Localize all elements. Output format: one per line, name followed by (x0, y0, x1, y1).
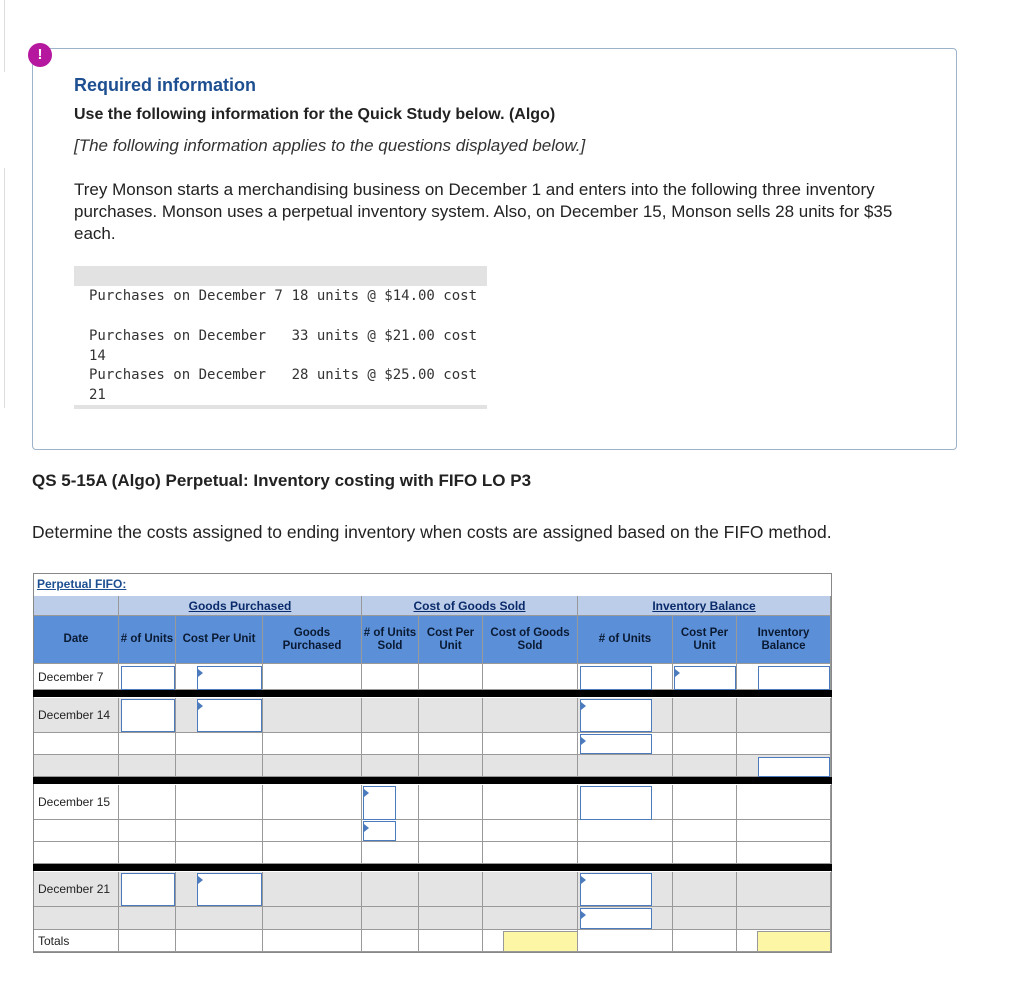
grid-cell (362, 698, 419, 733)
grid-cell (176, 733, 263, 755)
grid-cell (419, 820, 483, 842)
header-inv-units: # of Units (578, 616, 673, 664)
grid-cell (362, 755, 419, 777)
grid-cell (673, 785, 737, 820)
grid-cell (34, 755, 119, 777)
grid-cell (737, 820, 831, 842)
purchases-table (74, 266, 487, 409)
grid-cell (483, 820, 578, 842)
cogs-total-input[interactable] (503, 931, 578, 952)
grid-cell (419, 785, 483, 820)
grid-cell (578, 930, 673, 952)
purchase-detail: 33 units @ $21.00 cost (291, 327, 477, 344)
grid-cell (483, 698, 578, 733)
header-cogs-cost: Cost Per Unit (419, 616, 483, 664)
group-goods-purchased: Goods Purchased (119, 596, 362, 616)
grid-cell (419, 755, 483, 777)
grid-cell (263, 755, 362, 777)
grid-cell (34, 733, 119, 755)
grid-cell (119, 842, 176, 864)
grid-cell (578, 820, 673, 842)
grid-cell (419, 733, 483, 755)
header-date: Date (34, 616, 119, 664)
gp-cost-input[interactable] (197, 873, 262, 906)
grid-cell (119, 785, 176, 820)
question-title: QS 5-15A (Algo) Perpetual: Inventory costing with FIFO LO P3 (32, 471, 532, 490)
gp-units-input[interactable] (121, 699, 175, 732)
grid-cell (483, 907, 578, 930)
grid-cell (263, 733, 362, 755)
inv-cost-input[interactable] (674, 666, 736, 690)
grid-cell (483, 872, 578, 907)
grid-cell (176, 930, 263, 952)
side-tick (0, 168, 5, 408)
grid-cell (176, 907, 263, 930)
inv-units-input[interactable] (580, 908, 652, 929)
grid-cell (737, 842, 831, 864)
row-label-totals: Totals (34, 930, 119, 952)
row-separator (33, 864, 832, 871)
grid-cell (483, 664, 578, 690)
grid-cell (176, 842, 263, 864)
grid-cell (737, 785, 831, 820)
header-cogs-total: Cost of Goods Sold (483, 616, 578, 664)
inv-units-input[interactable] (580, 786, 652, 820)
grid-cell (737, 698, 831, 733)
grid-cell (673, 820, 737, 842)
header-gp-cost: Cost Per Unit (176, 616, 263, 664)
row-label-dec7: December 7 (34, 664, 119, 690)
grid-cell (263, 664, 362, 690)
grid-cell (419, 930, 483, 952)
purchase-detail: 28 units @ $25.00 cost (291, 367, 477, 383)
header-inv-cost: Cost Per Unit (673, 616, 737, 664)
grid-cell (673, 755, 737, 777)
gp-units-input[interactable] (121, 873, 175, 906)
grid-cell (176, 785, 263, 820)
grid-cell (362, 842, 419, 864)
side-tick (0, 0, 5, 72)
purchase-detail: 18 units @ $14.00 cost (291, 288, 477, 304)
grid-cell (34, 820, 119, 842)
purchase-label: Purchases on December 14 (89, 327, 267, 364)
grid-cell (483, 842, 578, 864)
gp-units-input[interactable] (121, 666, 175, 690)
grid-cell (483, 755, 578, 777)
grid-cell (483, 733, 578, 755)
required-info-title: Required information (74, 75, 257, 95)
grid-cell (34, 907, 119, 930)
grid-cell (419, 872, 483, 907)
grid-cell (673, 842, 737, 864)
header-gp-total: Goods Purchased (263, 616, 362, 664)
row-label-dec14: December 14 (34, 698, 119, 733)
inventory-total-input[interactable] (757, 931, 831, 952)
grid-cell (362, 930, 419, 952)
row-label-dec21: December 21 (34, 872, 119, 907)
grid-cell (263, 842, 362, 864)
cogs-units-input[interactable] (363, 786, 396, 820)
grid-cell (263, 930, 362, 952)
row-separator (33, 690, 832, 697)
grid-cell (737, 733, 831, 755)
grid-cell (34, 842, 119, 864)
grid-cell (119, 930, 176, 952)
grid-cell (737, 872, 831, 907)
grid-cell (362, 733, 419, 755)
grid-cell (263, 698, 362, 733)
purchase-label: Purchases on December 7 (89, 288, 283, 304)
inv-units-input[interactable] (580, 699, 652, 732)
grid-cell (362, 664, 419, 690)
group-header-blank (34, 596, 119, 616)
header-cogs-units: # of Units Sold (362, 616, 419, 664)
purchase-label: Purchases on December 21 (89, 367, 267, 403)
purchase-row (74, 365, 487, 405)
required-info-note: [The following information applies to the questions displayed below.] (74, 136, 586, 155)
inv-units-input[interactable] (580, 734, 652, 754)
grid-cell (119, 907, 176, 930)
grid-cell (176, 820, 263, 842)
inv-total-input[interactable] (758, 666, 830, 690)
row-label-dec15: December 15 (34, 785, 119, 820)
header-gp-units: # of Units (119, 616, 176, 664)
gp-cost-input[interactable] (197, 666, 262, 690)
inv-total-input[interactable] (758, 757, 830, 777)
grid-cell (673, 907, 737, 930)
group-inventory-balance: Inventory Balance (578, 596, 831, 616)
purchase-row (74, 286, 487, 326)
grid-cell (263, 785, 362, 820)
grid-cell (119, 733, 176, 755)
grid-cell (419, 907, 483, 930)
grid-cell (263, 820, 362, 842)
grid-cell (362, 907, 419, 930)
grid-title: Perpetual FIFO: (37, 577, 127, 591)
grid-cell (119, 755, 176, 777)
grid-cell (119, 820, 176, 842)
inv-units-input[interactable] (580, 873, 652, 906)
purchase-row (74, 326, 487, 366)
header-inv-total: Inventory Balance (737, 616, 831, 664)
question-instruction: Determine the costs assigned to ending inventory when costs are assigned based on the FIFO method. (32, 522, 832, 542)
grid-cell (737, 907, 831, 930)
grid-cell (263, 872, 362, 907)
inv-units-input[interactable] (580, 666, 652, 690)
grid-cell (419, 698, 483, 733)
gp-cost-input[interactable] (197, 699, 262, 732)
grid-cell (419, 664, 483, 690)
group-cogs: Cost of Goods Sold (362, 596, 578, 616)
cogs-units-input[interactable] (363, 821, 396, 841)
grid-cell (419, 842, 483, 864)
alert-icon: ! (28, 43, 52, 67)
grid-cell (578, 755, 673, 777)
grid-cell (263, 907, 362, 930)
grid-cell (362, 872, 419, 907)
grid-cell (673, 733, 737, 755)
scenario-paragraph: Trey Monson starts a merchandising business on December 1 and enters into the following three inventory purchases. Monson uses a perpetual inventory system. Also, on December 15, Monson sells 28 units for $35 each. (74, 180, 893, 243)
grid-cell (673, 872, 737, 907)
grid-cell (673, 698, 737, 733)
grid-cell (673, 930, 737, 952)
grid-cell (483, 785, 578, 820)
grid-cell (578, 842, 673, 864)
grid-cell (176, 755, 263, 777)
row-separator (33, 777, 832, 784)
required-info-subtitle: Use the following information for the Quick Study below. (Algo) (74, 106, 556, 123)
